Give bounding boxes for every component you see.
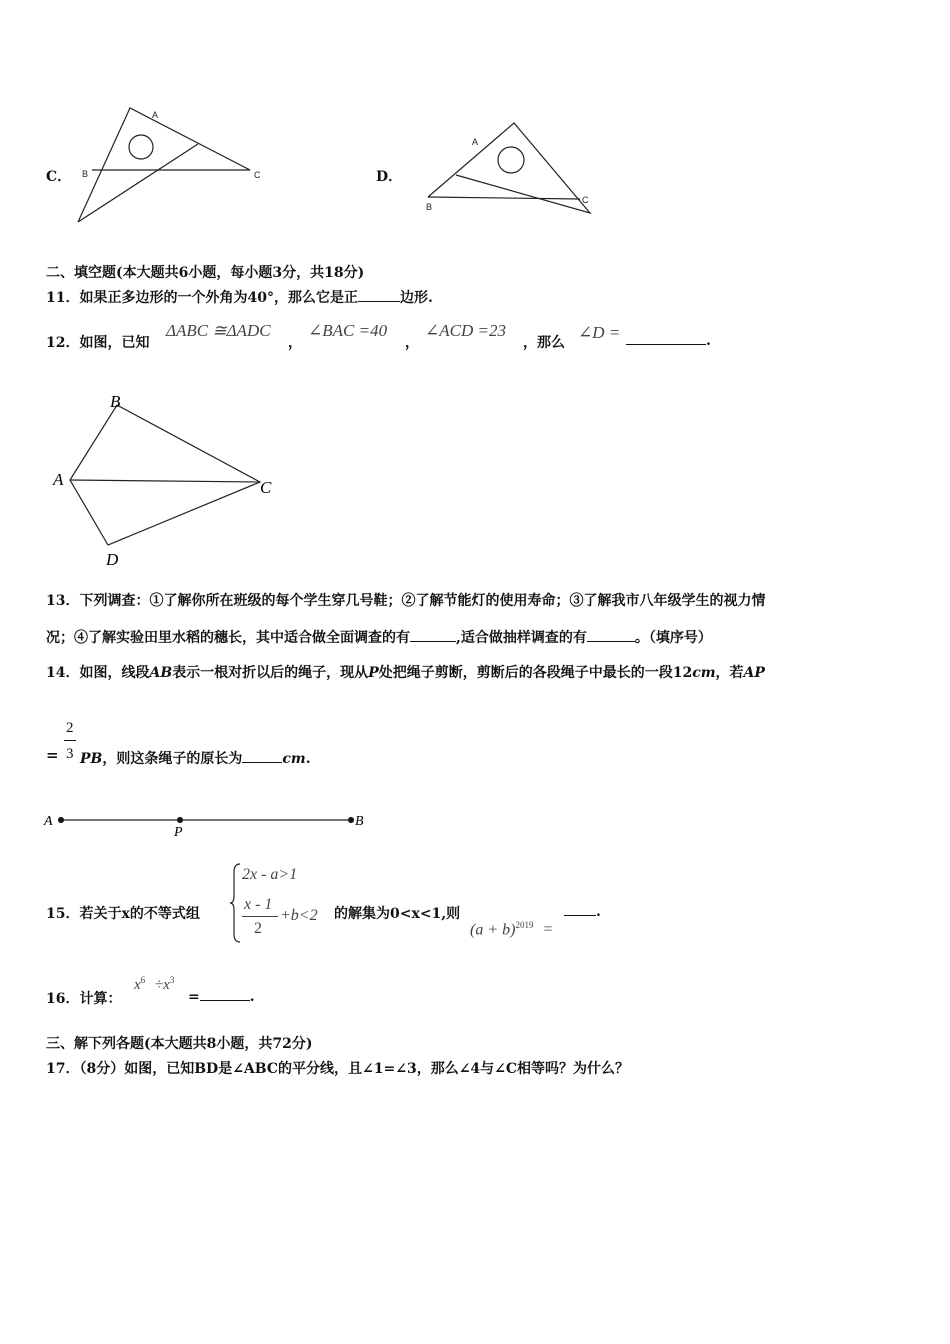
- q12-blank: [626, 332, 706, 345]
- question-11: [46, 287, 433, 307]
- q14-blank: [242, 750, 282, 763]
- q11-text: 11．如果正多边形的一个外角为40°，那么它是正: [46, 290, 358, 306]
- q14-end: .: [305, 751, 311, 767]
- q13-line2: [46, 627, 712, 647]
- q14-frac-den: 3: [66, 746, 74, 762]
- q12-mid: ，那么: [523, 335, 565, 351]
- option-c-label: C．: [46, 169, 72, 185]
- section-2-heading: 二、填空题(本大题共6小题，每小题3分，共18分): [46, 265, 365, 281]
- q12-sep1: ，: [288, 335, 302, 351]
- q11-tail: 边形.: [399, 290, 433, 306]
- q14-line1: [46, 662, 765, 682]
- q16-answer: [188, 988, 255, 1005]
- q16-x1: x: [134, 977, 141, 993]
- q14-point-p: P: [174, 825, 183, 840]
- q13-line2c: 。（填序号）: [634, 630, 712, 646]
- q14-frac-bar: [64, 740, 76, 741]
- q13-line1: 13．下列调查：①了解你所在班级的每个学生穿几号鞋；②了解节能灯的使用寿命；③了解我市八年级学生的视力情: [46, 593, 766, 609]
- q16-expr: [134, 975, 174, 994]
- q11-blank: [358, 289, 400, 302]
- q14-ap: AP: [743, 665, 765, 681]
- q12-point-a: A: [53, 470, 64, 489]
- q15-prefix: 15．若关于x的不等式组: [46, 906, 200, 922]
- q14-ab: AB: [149, 665, 173, 681]
- q15-ineq1: 2x - a>1: [242, 866, 298, 883]
- q14-point-a: A: [44, 814, 53, 829]
- option-c-figure: [70, 100, 270, 230]
- q16-prefix: 16．计算：: [46, 991, 122, 1007]
- q15-frac-den: 2: [254, 920, 262, 937]
- q15-eq: =: [543, 921, 553, 939]
- option-d-label: D．: [376, 169, 403, 185]
- d-point-b: B: [426, 202, 433, 212]
- q15-ineq2-tail: +b<2: [280, 907, 318, 924]
- q16-e2: 3: [169, 975, 175, 985]
- q14-pb: PB: [80, 751, 103, 767]
- q16-e1: 6: [140, 975, 146, 985]
- q14-eq: =: [46, 746, 59, 764]
- q12-answer: [626, 332, 711, 349]
- d-point-c: C: [582, 195, 589, 205]
- q15-brace: [230, 862, 242, 944]
- q12-point-d: D: [106, 550, 119, 569]
- q16-eq: =: [188, 989, 200, 1005]
- q15-expr: [470, 920, 552, 939]
- q15-system: [230, 862, 330, 944]
- q14-line1a: 14．如图，线段: [46, 665, 150, 681]
- q13-blank-2: [587, 629, 635, 642]
- q16-end: .: [249, 989, 255, 1005]
- q12-expr3: ∠ACD =23: [425, 321, 506, 340]
- q14-line1b: 表示一根对折以后的绳子，现从: [172, 665, 369, 681]
- q14-cm1: cm: [692, 665, 716, 681]
- q12-figure: [50, 385, 290, 575]
- q16-op: ÷x: [154, 977, 170, 993]
- q13-line2b: ,适合做抽样调查的有: [456, 630, 587, 646]
- q15-frac-num: x - 1: [244, 896, 273, 913]
- question-17: 17．（8分）如图，已知BD是∠ABC的平分线，且∠1=∠3，那么∠4与∠C相等吗？为什么？: [46, 1061, 630, 1077]
- q12-end: .: [706, 333, 711, 349]
- q14-cm2: cm: [282, 751, 306, 767]
- q12-expr4: ∠D =: [578, 323, 621, 342]
- q14-frac-num: 2: [66, 720, 74, 736]
- q12-point-c: C: [260, 478, 272, 497]
- q13-blank-1: [410, 629, 456, 642]
- section-3-heading: 三、解下列各题(本大题共8小题，共72分): [46, 1036, 313, 1052]
- q12-prefix: 12．如图，已知: [46, 335, 150, 351]
- c-point-b: B: [82, 169, 89, 179]
- q14-line1d: ，若: [715, 665, 744, 681]
- question-12: [46, 332, 149, 352]
- q14-figure: [44, 808, 374, 843]
- q15-answer: [564, 903, 601, 920]
- q14-line1c: 处把绳子剪断，剪断后的各段绳子中最长的一段12: [378, 665, 693, 681]
- d-point-a: A: [472, 137, 479, 147]
- q15-expr-base: (a + b): [470, 921, 516, 939]
- c-point-c: C: [254, 170, 261, 180]
- q15-end: .: [596, 904, 601, 920]
- q14-point-b: B: [355, 814, 364, 829]
- q12-point-b: B: [110, 392, 121, 411]
- q12-expr1: ΔABC ≅ΔADC: [166, 321, 271, 340]
- q14-p: P: [368, 665, 379, 681]
- c-point-a: A: [152, 110, 159, 120]
- option-d-figure: [420, 115, 610, 220]
- q13-line2a: 况；④了解实验田里水稻的穗长，其中适合做全面调查的有: [46, 630, 410, 646]
- q12-expr2: ∠BAC =40: [308, 321, 388, 340]
- q14-line2-text: ，则这条绳子的原长为: [102, 751, 243, 767]
- q15-frac-bar: [242, 916, 278, 917]
- q16-blank: [200, 988, 250, 1001]
- q15-expr-sup: 2019: [515, 920, 534, 930]
- q14-line2: [80, 748, 311, 768]
- q12-sep2: ，: [405, 335, 419, 351]
- q15-blank: [564, 903, 596, 916]
- q15-mid: 的解集为0<x<1,则: [334, 906, 461, 922]
